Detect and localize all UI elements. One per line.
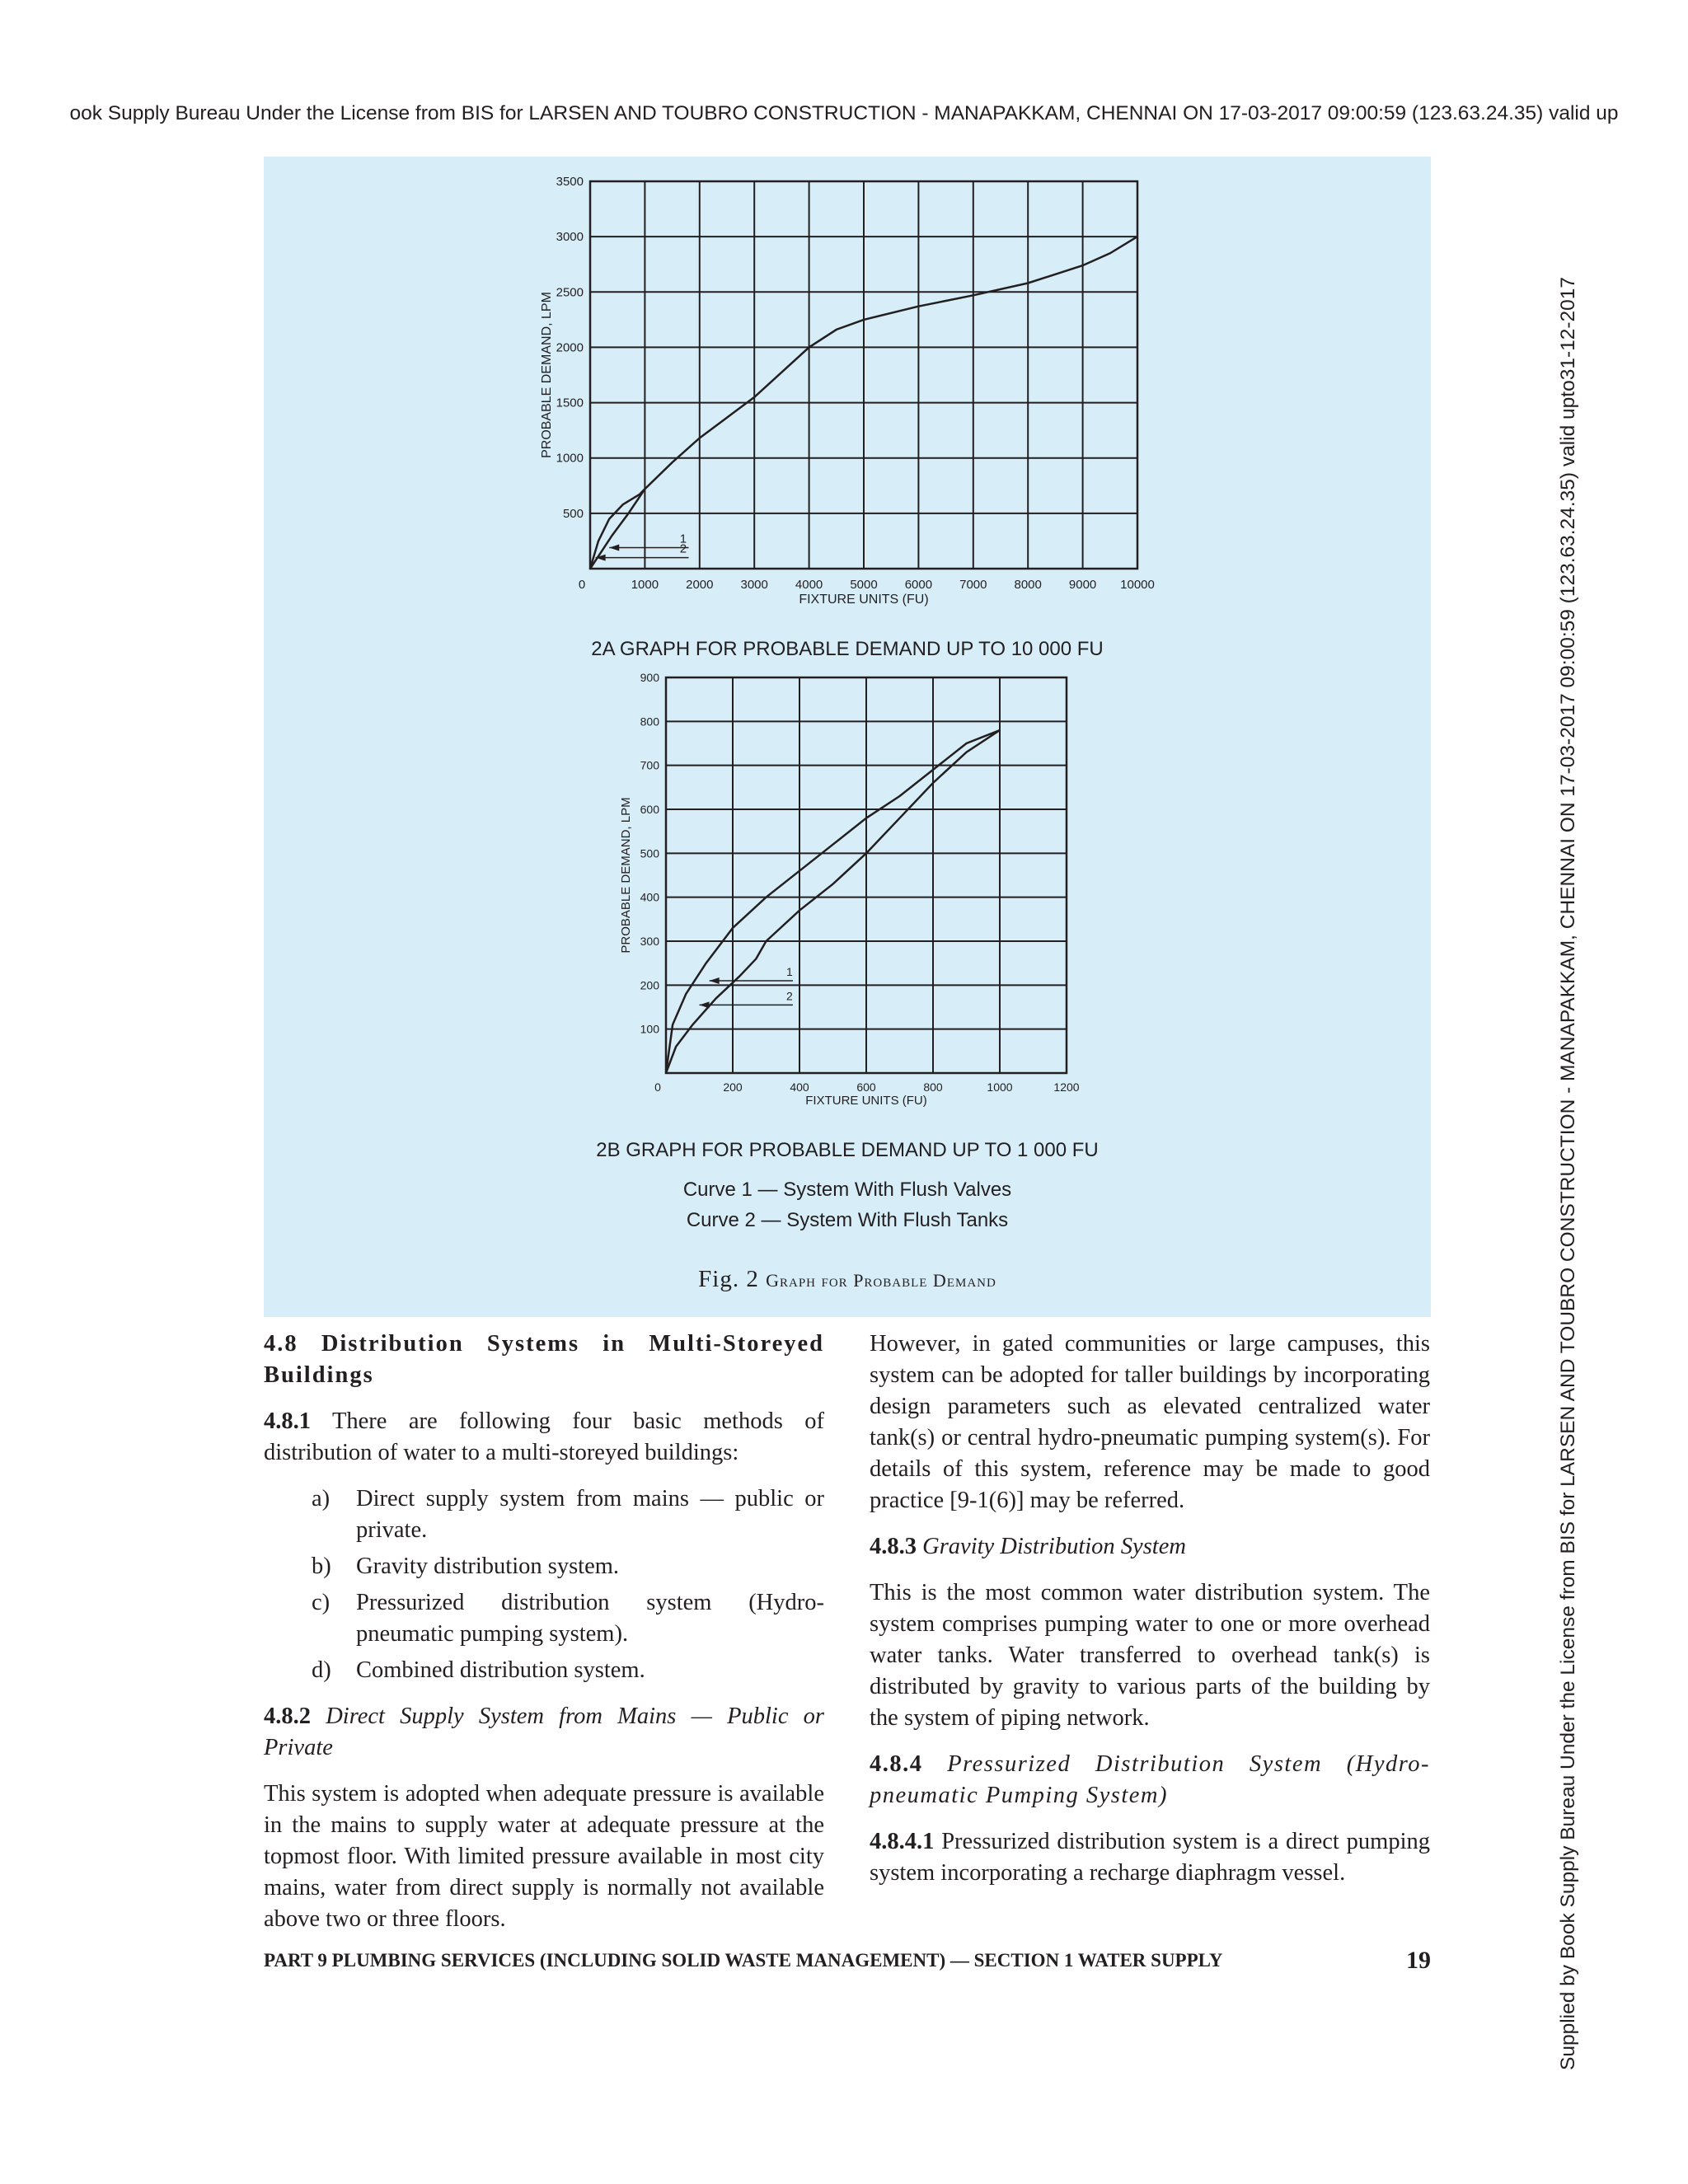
x-tick-label: 8000 <box>1014 578 1042 592</box>
x-tick-label: 1000 <box>631 578 659 592</box>
y-tick-label: 100 <box>640 1022 659 1036</box>
annotation-label-1: 1 <box>785 965 793 978</box>
section-4-8-2-heading: 4.8.2 Direct Supply System from Mains — Public or Private <box>264 1704 825 1760</box>
x-tick-label: 6000 <box>904 578 933 592</box>
x-tick-label: 400 <box>790 1080 809 1094</box>
graph-2b-title: 2B GRAPH FOR PROBABLE DEMAND UP TO 1 000 FU <box>596 1139 1099 1161</box>
section-4-8-heading: 4.8 Distribution Systems in Multi-Storeyed Buildings <box>264 1331 824 1388</box>
x-tick-label: 5000 <box>850 578 878 592</box>
y-tick-label: 1000 <box>556 451 584 466</box>
figure-caption-prefix: Fig. 2 <box>698 1266 767 1292</box>
y-tick-label: 300 <box>640 935 659 948</box>
x-tick-label: 1200 <box>1053 1080 1080 1094</box>
y-axis-label: PROBABLE DEMAND, LPM <box>619 797 633 954</box>
x-tick-label: 9000 <box>1068 578 1097 592</box>
license-watermark-top: ook Supply Bureau Under the License from BIS for LARSEN AND TOUBRO CONSTRUCTION - MANAPAKKAM, CHENNAI ON 17-03-2017 09:00:59 (123.63.24.35) valid up <box>69 102 1619 124</box>
page-number: 19 <box>1406 1947 1431 1974</box>
x-tick-label: 1000 <box>987 1080 1013 1094</box>
annotation-arrow-1 <box>710 977 720 984</box>
x-tick-label: 7000 <box>959 578 987 592</box>
y-tick-label: 1500 <box>556 396 584 410</box>
annotation-label-2: 2 <box>679 541 687 556</box>
annotation-arrow-2 <box>700 1001 710 1008</box>
y-tick-label: 400 <box>640 890 659 904</box>
para-4-8-4-1: 4.8.4.1 Pressurized distribution system is a direct pumping system incorporating a recharge diaphragm vessel. <box>870 1829 1430 1886</box>
graph-2a-title: 2A GRAPH FOR PROBABLE DEMAND UP TO 10 000 FU <box>591 638 1104 660</box>
y-tick-label: 500 <box>640 846 659 860</box>
list-item: b) Gravity distribution system. <box>312 1554 620 1579</box>
annotation-label-1: 1 <box>679 532 687 546</box>
y-tick-label: 2000 <box>556 340 584 355</box>
y-tick-label: 500 <box>562 506 584 521</box>
legend-curve-1: Curve 1 — System With Flush Valves <box>682 1179 1012 1201</box>
x-tick-label: 2000 <box>686 578 714 592</box>
y-tick-label: 900 <box>640 671 659 684</box>
y-axis-label: PROBABLE DEMAND, LPM <box>540 292 554 458</box>
para-4-8-2: This system is adopted when adequate pressure is available in the mains to supply water at adequate pressure at the topmost floor. With limited pressure available in most city mains, water from direct supply is normally not available above two or three floors. <box>264 1781 824 1932</box>
figure-caption-text: Graph for Probable Demand <box>766 1270 996 1291</box>
license-watermark-side: Supplied by Book Supply Bureau Under the License from BIS for LARSEN AND TOUBRO CONSTRUCTION - MANAPAKKAM, CHENNAI ON 17-03-2017 09:00:59 (123.63.24.35) valid upto31-12-2017 <box>1557 276 1579 2070</box>
x-tick-label: 4000 <box>795 578 823 592</box>
y-tick-label: 200 <box>640 978 659 992</box>
curve-2-line <box>666 730 1000 1073</box>
x-tick-label: 800 <box>923 1080 943 1094</box>
graph-2b <box>264 157 1431 1146</box>
x-tick-label: 0 <box>578 578 586 592</box>
x-tick-label: 600 <box>856 1080 876 1094</box>
methods-list <box>264 1483 824 1686</box>
footer-text: PART 9 PLUMBING SERVICES (INCLUDING SOLID WASTE MANAGEMENT) — SECTION 1 WATER SUPPLY <box>264 1950 1223 1971</box>
list-item: a) Direct supply system from mains — public or private. <box>312 1486 824 1543</box>
x-axis-label: FIXTURE UNITS (FU) <box>799 593 929 607</box>
y-tick-label: 3500 <box>556 175 584 189</box>
x-tick-label: 0 <box>654 1080 661 1094</box>
section-4-8-3-heading: 4.8.3 Gravity Distribution System <box>870 1534 1186 1559</box>
y-tick-label: 800 <box>640 715 659 729</box>
y-tick-label: 3000 <box>556 230 584 245</box>
figure-caption <box>264 1266 1431 1293</box>
x-tick-label: 200 <box>723 1080 743 1094</box>
left-column <box>264 1329 824 1950</box>
figure-panel <box>264 157 1431 1317</box>
list-item: c) Pressurized distribution system (Hydro-pneumatic pumping system). <box>312 1590 824 1647</box>
list-item: d) Combined distribution system. <box>312 1657 645 1683</box>
y-tick-label: 2500 <box>556 285 584 300</box>
para-4-8-1: 4.8.1 There are following four basic methods of distribution of water to a multi-storeyed buildings: <box>264 1408 824 1465</box>
legend-curve-2: Curve 2 — System With Flush Tanks <box>686 1209 1009 1231</box>
right-column <box>870 1329 1430 1904</box>
y-tick-label: 700 <box>640 758 659 772</box>
x-axis-label: FIXTURE UNITS (FU) <box>805 1094 927 1108</box>
section-4-8-4-heading: 4.8.4 Pressurized Distribution System (Hydro-pneumatic Pumping System) <box>870 1751 1430 1808</box>
x-tick-label: 10000 <box>1120 578 1155 592</box>
y-tick-label: 600 <box>640 803 659 816</box>
curve-1-line <box>666 730 1000 1073</box>
x-tick-label: 3000 <box>740 578 768 592</box>
page-footer <box>264 1947 1431 1974</box>
para-4-8-2-continued: However, in gated communities or large campuses, this system can be adopted for taller buildings by incorporating design parameters such as elevated centralized water tank(s) or central hydro-pneumatic pumping system(s). For details of this system, reference may be made to good practice [9-1(6)] may be referred. <box>870 1331 1430 1513</box>
annotation-label-2: 2 <box>785 989 793 1003</box>
para-4-8-3: This is the most common water distribution system. The system comprises pumping water to one or more overhead water tanks. Water transferred to overhead tank(s) is distributed by gravity to various parts of the building by the system of piping network. <box>870 1580 1430 1731</box>
